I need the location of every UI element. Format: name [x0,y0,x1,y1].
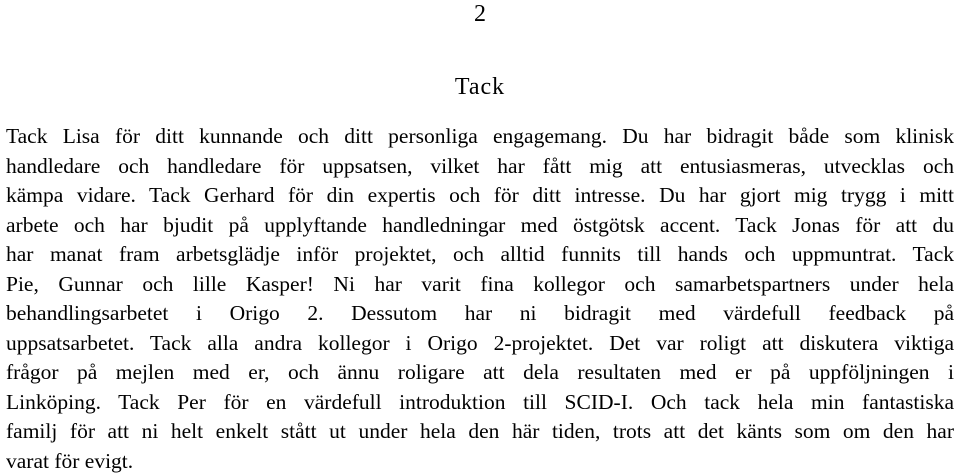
page-number: 2 [474,1,486,27]
paragraph-line: arbete och har bjudit på upplyftande handledningar med östgötsk accent. Tack Jonas för att du [6,212,954,237]
paragraph-line: handledare och handledare för uppsatsen, vilket har fått mig att entusiasmeras, utvecklas och [6,153,954,178]
paragraph-line: Pie, Gunnar och lille Kasper! Ni har varit fina kollegor och samarbetspartners under hela [6,271,954,296]
paragraph-line: Linköping. Tack Per för en värdefull introduktion till SCID-I. Och tack hela min fantastiska [6,389,954,414]
paragraph-line: har manat fram arbetsglädje inför projektet, och alltid funnits till hands och uppmuntrat. Tack [6,242,954,266]
paragraph-line: kämpa vidare. Tack Gerhard för din expertis och för ditt intresse. Du har gjort mig trygg i mitt [6,183,954,207]
paragraph-line: familj för att ni helt enkelt stått ut under hela den här tiden, trots att det känts som om den har [6,419,954,443]
paragraph-line: varat för evigt. [6,448,134,473]
paragraph-line: frågor på mejlen med er, och ännu roligare att dela resultaten med er på uppföljningen i [6,360,954,384]
paragraph-line: uppsatsarbetet. Tack alla andra kollegor i Origo 2-projektet. Det var roligt att diskutera viktiga [6,330,954,355]
page-title: Tack [454,74,506,100]
acknowledgement-paragraph [6,122,954,476]
paragraph-line: behandlingsarbetet i Origo 2. Dessutom har ni bidragit med värdefull feedback på [6,301,954,325]
paragraph-line: Tack Lisa för ditt kunnande och ditt personliga engagemang. Du har bidragit både som klinisk [6,124,954,148]
